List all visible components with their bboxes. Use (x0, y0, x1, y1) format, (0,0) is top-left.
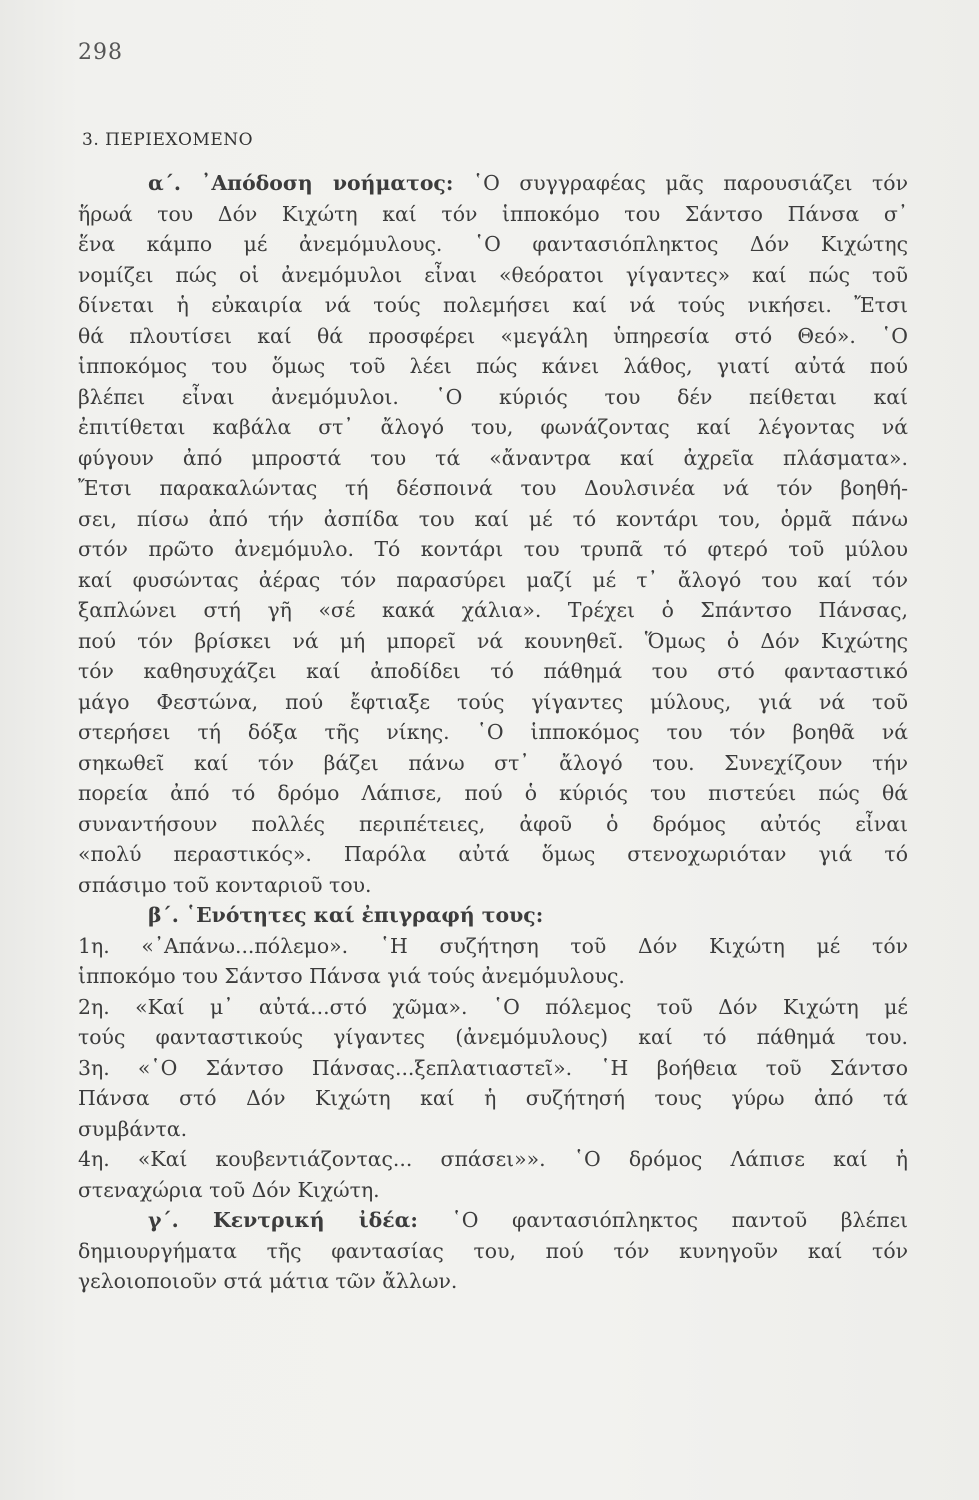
part-a-line: νομίζει πώς οἱ ἀνεμόμυλοι εἶναι «θεόρατοι γίγαντες» καί πώς τοῦ (78, 262, 908, 287)
part-a-line: ἕνα κάμπο μέ ἀνεμόμυλους. ῾Ο φαντασιόπληκτος Δόν Κιχώτης (78, 232, 908, 256)
part-a-line: ἐπιτίθεται καβάλα στ᾿ ἄλογό του, φωνάζοντας καί λέγοντας νά (78, 415, 908, 439)
part-a-line: «πολύ περαστικός». Παρόλα αὐτά ὅμως στενοχωριόταν γιά τό (78, 842, 908, 866)
part-b-label-text: β΄. ῾Ενότητες καί ἐπιγραφή τους: (148, 903, 544, 927)
part-b-line: 3η. «῾Ο Σάντσο Πάνσας...ξεπλατιαστεῖ». ῾Η βοήθεια τοῦ Σάντσο (78, 1055, 908, 1080)
part-a-line: στερήσει τή δόξα τῆς νίκης. ῾Ο ἱπποκόμος του τόν βοηθᾶ νά (78, 720, 908, 744)
part-b-line: ἱπποκόμο του Σάντσο Πάνσα γιά τούς ἀνεμόμυλους. (78, 964, 625, 988)
part-a-line: δίνεται ἡ εὐκαιρία νά τούς πολεμήσει καί νά τούς νικήσει. Ἔτσι (78, 293, 908, 317)
part-a-line: ῾Ο συγγραφέας μᾶς παρουσιάζει τόν (472, 171, 908, 195)
part-a-line: στόν πρῶτο ἀνεμόμυλο. Τό κοντάρι του τρυπᾶ τό φτερό τοῦ μύλου (78, 537, 908, 561)
part-b-line: συμβάντα. (78, 1116, 188, 1141)
part-a-line: καί φυσώντας ἀέρας τόν παρασύρει μαζί μέ τ᾿ ἄλογό του καί τόν (78, 567, 908, 592)
body-text (78, 168, 908, 1297)
part-a-first-line (78, 168, 908, 199)
part-a-line: ἱπποκόμος του ὅμως τοῦ λέει πώς κάνει λάθος, γιατί αὐτά πού (78, 354, 908, 378)
part-c-label: γ΄. Κεντρική ἰδέα: (148, 1208, 418, 1232)
part-c-line: ῾Ο φαντασιόπληκτος παντοῦ βλέπει (451, 1208, 909, 1232)
page-number: 298 (78, 40, 123, 65)
part-c-line: δημιουργήματα τῆς φαντασίας του, πού τόν κυνηγοῦν καί τόν (78, 1238, 908, 1263)
part-a-line: σπάσιμο τοῦ κονταριοῦ του. (78, 872, 372, 897)
part-c-first-line (78, 1205, 908, 1236)
part-b-line: 1η. «᾿Απάνω...πόλεμο». ῾Η συζήτηση τοῦ Δόν Κιχώτη μέ τόν (78, 933, 908, 958)
part-b-line: στεναχώρια τοῦ Δόν Κιχώτη. (78, 1177, 380, 1202)
part-c-line: γελοιοποιοῦν στά μάτια τῶν ἄλλων. (78, 1269, 458, 1293)
part-a-label: α΄. ᾿Απόδοση νοήματος: (148, 171, 454, 195)
part-b-line: Πάνσα στό Δόν Κιχώτη καί ἡ συζήτησή τους γύρω ἀπό τά (78, 1086, 908, 1110)
part-a-line: πορεία ἀπό τό δρόμο Λάπισε, πού ὁ κύριός του πιστεύει πώς θά (78, 781, 908, 805)
part-b-line: 2η. «Καί μ᾿ αὐτά...στό χῶμα». ῾Ο πόλεμος τοῦ Δόν Κιχώτη μέ (78, 994, 908, 1019)
part-a-line: ξαπλώνει στή γῆ «σέ κακά χάλια». Τρέχει ὁ Σπάντσο Πάνσας, (78, 598, 908, 622)
part-a-line: βλέπει εἶναι ἀνεμόμυλοι. ῾Ο κύριός του δέν πείθεται καί (78, 384, 908, 409)
part-a-line: σει, πίσω ἀπό τήν ἀσπίδα του καί μέ τό κοντάρι του, ὁρμᾶ πάνω (78, 506, 908, 531)
part-a-line: συναντήσουν πολλές περιπέτειες, ἀφοῦ ὁ δρόμος αὐτός εἶναι (78, 811, 908, 836)
part-b-line: 4η. «Καί κουβεντιάζοντας... σπάσει»». ῾Ο δρόμος Λάπισε καί ἡ (78, 1147, 908, 1171)
part-a-line: πού τόν βρίσκει νά μή μπορεῖ νά κουνηθεῖ. Ὅμως ὁ Δόν Κιχώτης (78, 628, 908, 653)
section-heading: 3. ΠΕΡΙΕΧΟΜΕΝΟ (82, 130, 254, 150)
part-a-line: θά πλουτίσει καί θά προσφέρει «μεγάλη ὑπηρεσία στό Θεό». ῾Ο (78, 323, 908, 348)
part-a-line: ἥρωά του Δόν Κιχώτη καί τόν ἱπποκόμο του Σάντσο Πάνσα σ᾿ (78, 201, 908, 226)
part-b-label (78, 900, 908, 931)
part-b-line: τούς φανταστικούς γίγαντες (ἀνεμόμυλους) καί τό πάθημά του. (78, 1025, 908, 1049)
part-a-line: φύγουν ἀπό μπροστά του τά «ἄναντρα καί ἀχρεῖα πλάσματα». (78, 445, 908, 470)
part-a-line: Ἔτσι παρακαλώντας τή δέσποινά του Δουλσινέα νά τόν βοηθή- (78, 476, 908, 500)
part-a-line: μάγο Φεστώνα, πού ἔφτιαξε τούς γίγαντες μύλους, γιά νά τοῦ (78, 689, 908, 714)
part-a-line: σηκωθεῖ καί τόν βάζει πάνω στ᾿ ἄλογό του. Συνεχίζουν τήν (78, 750, 908, 775)
part-a-line: τόν καθησυχάζει καί ἀποδίδει τό πάθημά του στό φανταστικό (78, 659, 908, 683)
